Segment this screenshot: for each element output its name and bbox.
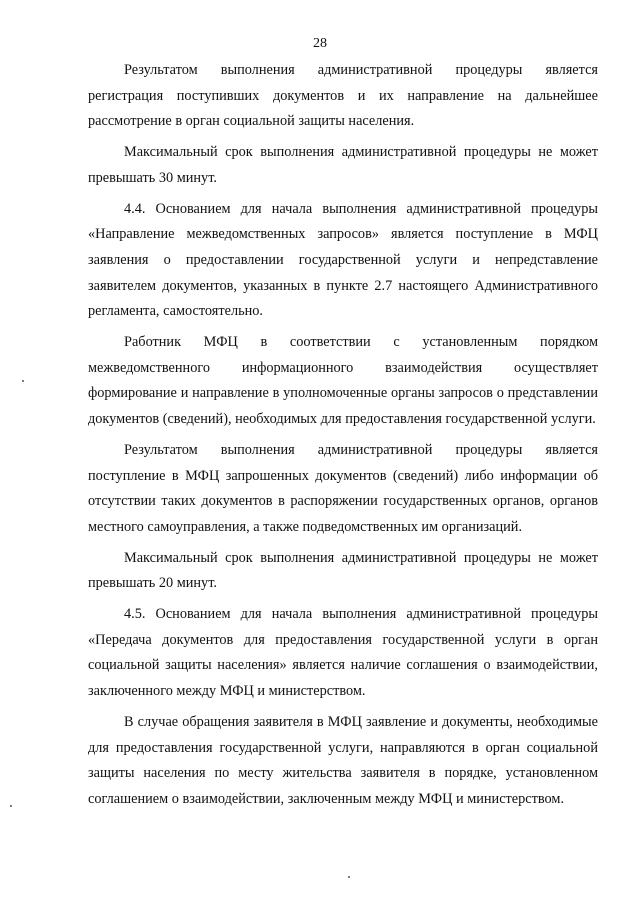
scan-speck — [22, 380, 24, 382]
scan-speck — [348, 876, 350, 878]
paragraph-8: В случае обращения заявителя в МФЦ заявление и документы, необходимые для предоставления государственной услуги, направляются в орган социальной защиты населения по месту жительства заявителя в порядке, установленном соглашением о взаимодействии, заключенным между МФЦ и министерством. — [88, 713, 598, 807]
paragraph-2: Максимальный срок выполнения административной процедуры не может превышать 30 минут. — [88, 144, 598, 186]
paragraph-6: Максимальный срок выполнения административной процедуры не может превышать 20 минут. — [88, 549, 598, 592]
paragraph-4: Работник МФЦ в соответствии с установленным порядком межведомственного информационного взаимодействия осуществляет формирование и направление в уполномоченные органы запросов о представлении документов (сведений), необходимых для предоставления государственной услуги. — [88, 334, 598, 428]
paragraph-3: 4.4. Основанием для начала выполнения административной процедуры «Направление межведомственных запросов» является поступление в МФЦ заявления о предоставлении государственной услуги и непредставление заявителем документов, указанных в пункте 2.7 настоящего Административного регламента, самостоятельно. — [88, 200, 598, 320]
paragraph-1: Результатом выполнения административной процедуры является регистрация поступивших документов и их направление на дальнейшее рассмотрение в орган социальной защиты населения. — [88, 62, 598, 130]
page-number: 28 — [313, 36, 327, 51]
document-body — [88, 58, 598, 813]
paragraph-7: 4.5. Основанием для начала выполнения административной процедуры «Передача документов для предоставления государственной услуги в орган социальной защиты населения» является наличие соглашения о взаимодействии, заключенного между МФЦ и министерством. — [88, 606, 598, 700]
scan-speck — [10, 805, 12, 807]
paragraph-5: Результатом выполнения административной процедуры является поступление в МФЦ запрошенных документов (сведений) либо информации об отсутствии таких документов в распоряжении государственных органов, органов местного самоуправления, а также подведомственных им организаций. — [88, 441, 598, 535]
